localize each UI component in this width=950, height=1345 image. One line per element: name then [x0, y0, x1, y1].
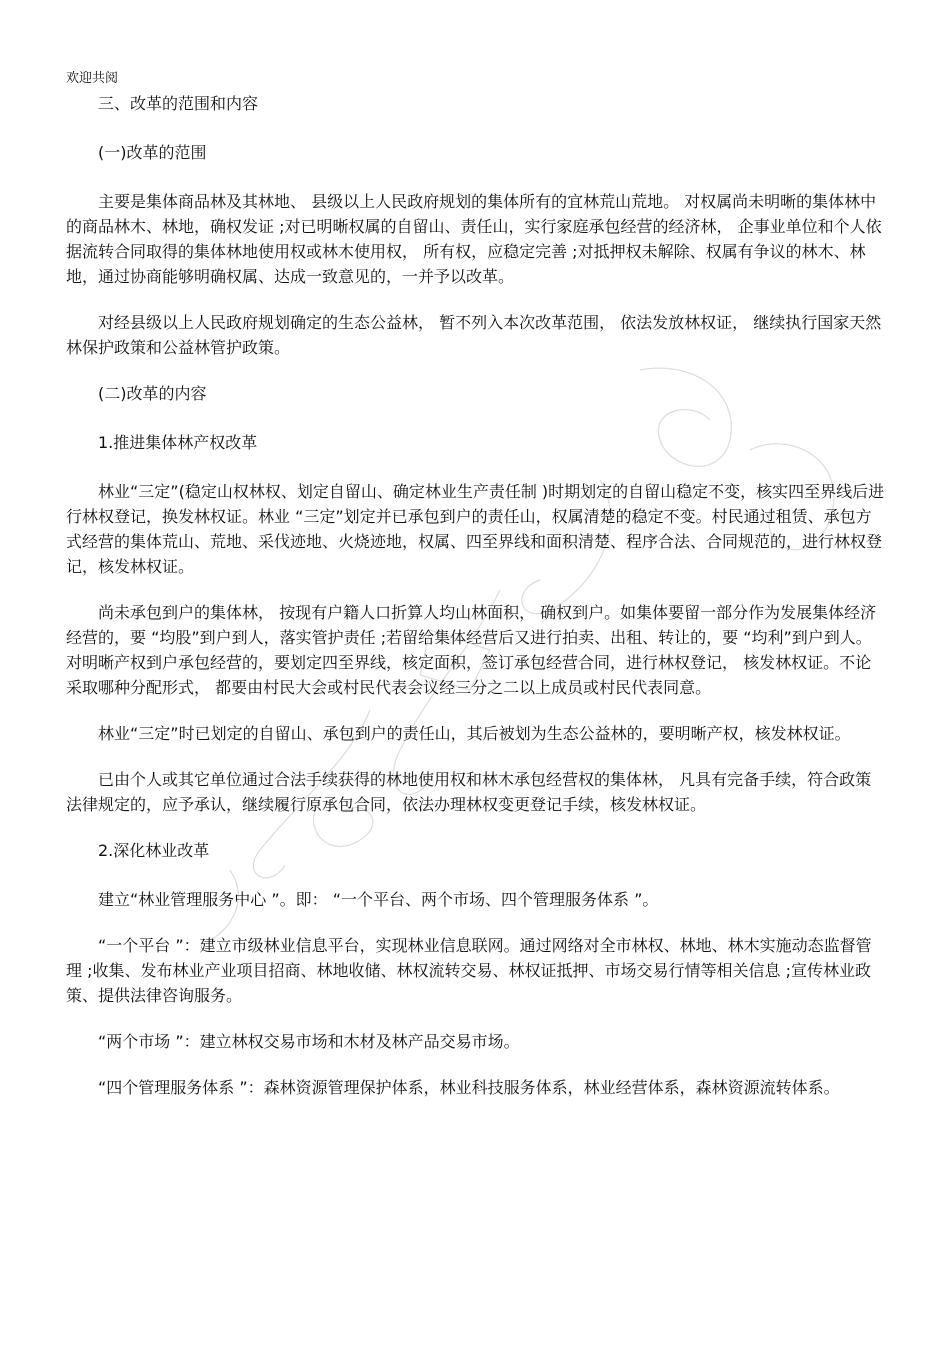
header-note: 欢迎共阅	[66, 71, 119, 86]
body-paragraph: 已由个人或其它单位通过合法手续获得的林地使用权和林木承包经营权的集体林， 凡具有完备手续，符合政策法律规定的，应予承认，继续履行原承包合同，依法办理林权变更登记手续，核发林权证。	[66, 770, 872, 814]
body-paragraph: “两个市场 ”：建立林权交易市场和木材及林产品交易市场。	[98, 1032, 520, 1051]
section-heading: (一)改革的范围	[98, 143, 207, 162]
section-heading: 2.深化林业改革	[98, 841, 210, 860]
body-paragraph: 建立“林业管理服务中心 ”。即： “一个平台、两个市场、四个管理服务体系 ”。	[98, 890, 659, 909]
body-paragraph: 林业“三定”(稳定山权林权、划定自留山、确定林业生产责任制 )时期划定的自留山稳定不变，核实四至界线后进行林权登记，换发林权证。林业 “三定”划定并已承包到户的责任山，权属清楚的稳定不变。村民通过租赁、承包方式经营的集体荒山、荒地、采伐迹地、火烧迹地，权属、四至界线和面积清楚、程序合法、合同规范的，进行林权登记，核发林权证。	[66, 482, 885, 576]
section-heading: (二)改革的内容	[98, 384, 207, 403]
body-paragraph: “一个平台 ”：建立市级林业信息平台，实现林业信息联网。通过网络对全市林权、林地、林木实施动态监督管理 ;收集、发布林业产业项目招商、林地收储、林权流转交易、林权证抵押、市场交易行情等相关信息 ;宣传林业政策、提供法律咨询服务。	[66, 936, 872, 1005]
section-heading: 三、改革的范围和内容	[98, 94, 259, 113]
body-paragraph: “四个管理服务体系 ”：森林资源管理保护体系，林业科技服务体系，林业经营体系，森林资源流转体系。	[98, 1078, 840, 1097]
body-paragraph: 对经县级以上人民政府规划确定的生态公益林， 暂不列入本次改革范围， 依法发放林权证， 继续执行国家天然林保护政策和公益林管护政策。	[66, 313, 882, 357]
document-body	[66, 91, 886, 1121]
section-heading: 1.推进集体林产权改革	[98, 433, 258, 452]
body-paragraph: 尚未承包到户的集体林， 按现有户籍人口折算人均山林面积， 确权到户。如集体要留一部分作为发展集体经济经营的，要 “均股”到户到人，落实管护责任 ;若留给集体经营后又进行拍卖、出租、转让的，要 “均利”到户到人。对明晰产权到户承包经营的，要划定四至界线，核定面积，签订承包经营合同，进行林权登记， 核发林权证。不论采取哪种分配形式， 都要由村民大会或村民代表会议经三分之二以上成员或村民代表同意。	[66, 603, 877, 697]
body-paragraph: 主要是集体商品林及其林地、 县级以上人民政府规划的集体所有的宜林荒山荒地。 对权属尚未明晰的集体林中的商品林木、林地，确权发证 ;对已明晰权属的自留山、责任山，实行家庭承包经营的经济林， 企事业单位和个人依据流转合同取得的集体林地使用权或林木使用权， 所有权，应稳定完善 ;对抵押权未解除、权属有争议的林木、林地，通过协商能够明确权属、达成一致意见的，一并予以改革。	[66, 192, 882, 286]
body-paragraph: 林业“三定”时已划定的自留山、承包到户的责任山，其后被划为生态公益林的，要明晰产权，核发林权证。	[98, 724, 851, 743]
